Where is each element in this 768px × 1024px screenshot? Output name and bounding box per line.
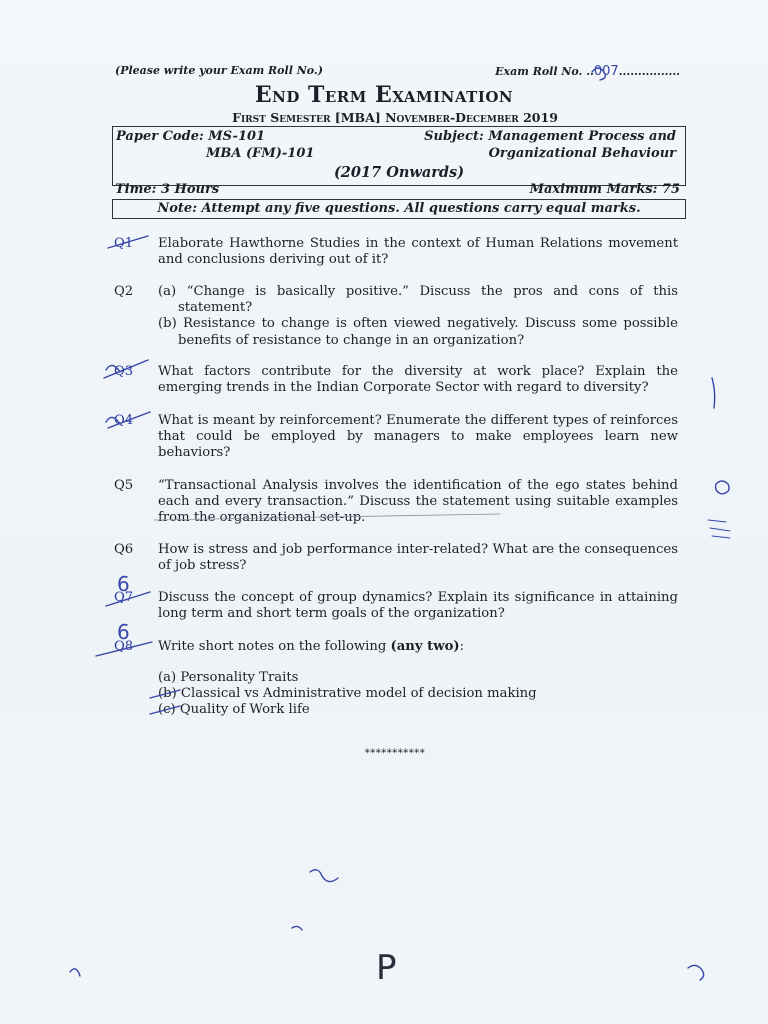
strike-note-c bbox=[150, 706, 180, 714]
question-part-a: (a) “Change is basically positive.” Discuss the pros and cons of this statement? bbox=[158, 284, 678, 316]
maximum-marks: Maximum Marks: 75 bbox=[529, 182, 680, 197]
subject-line-1: Subject: Management Process and bbox=[424, 129, 676, 144]
question-text-bold: (any two) bbox=[390, 639, 460, 654]
roll-value: 007 bbox=[593, 64, 619, 79]
side-mark-1 bbox=[712, 378, 715, 408]
scribble-3 bbox=[70, 969, 80, 976]
strike-q8 bbox=[96, 642, 152, 656]
roll-label: Exam Roll No. .. bbox=[495, 65, 594, 78]
question-part-b: (b) Resistance to change is often viewed negatively. Discuss some possible benefits of resistance to change in an organization? bbox=[158, 316, 678, 348]
semester-line: First Semester [MBA] November-December 2019 bbox=[232, 110, 558, 125]
handwritten-p: P bbox=[376, 948, 397, 988]
scribble-1 bbox=[310, 870, 338, 882]
end-stars: *********** bbox=[364, 748, 426, 759]
note-item-b: (b) Classical vs Administrative model of decision making bbox=[158, 686, 537, 701]
note-item-c: (c) Quality of Work life bbox=[158, 702, 310, 717]
strike-q4 bbox=[108, 412, 150, 428]
question-text: What is meant by reinforcement? Enumerate the different types of reinforces that could be employed by managers to make employees learn new behaviors? bbox=[158, 413, 678, 461]
scribble-4 bbox=[688, 965, 704, 980]
question-text: Elaborate Hawthorne Studies in the context of Human Relations movement and conclusions deriving out of it? bbox=[158, 236, 678, 268]
question-number: Q2 bbox=[114, 284, 134, 299]
side-scribbles bbox=[708, 520, 730, 538]
question-number: Q7 bbox=[114, 590, 134, 605]
strike-note-b bbox=[150, 690, 180, 698]
question-text: “Transactional Analysis involves the identification of the ego states behind each and every transaction.” Discuss the statement using suitable examples from the organizational set-up. bbox=[158, 478, 678, 526]
subject-line-2: Organizational Behaviour bbox=[488, 146, 676, 161]
strike-q1 bbox=[108, 236, 148, 248]
scribble-2 bbox=[292, 926, 302, 930]
margin-mark-q8: 6 bbox=[117, 620, 130, 644]
question-number: Q5 bbox=[114, 478, 134, 493]
note-item-a: (a) Personality Traits bbox=[158, 670, 299, 685]
question-text: Discuss the concept of group dynamics? Explain its significance in attaining long term and short term goals of the organization? bbox=[158, 590, 678, 622]
onwards-label: (2017 Onwards) bbox=[333, 164, 465, 181]
strike-q7 bbox=[106, 592, 150, 606]
underline-q5 bbox=[154, 514, 500, 520]
exam-title: End Term Examination bbox=[254, 82, 514, 108]
roll-instruction: (Please write your Exam Roll No.) bbox=[115, 64, 323, 77]
margin-mark-q7: 6 bbox=[117, 572, 130, 596]
circle-q3 bbox=[106, 365, 120, 372]
time-allowed: Time: 3 Hours bbox=[115, 182, 220, 197]
roll-scribble bbox=[592, 68, 605, 80]
question-number: Q3 bbox=[114, 364, 134, 379]
question-text: What factors contribute for the diversity at work place? Explain the emerging trends in the Indian Corporate Sector with regard to diversity? bbox=[158, 364, 678, 396]
question-number: Q8 bbox=[114, 639, 134, 654]
instruction-note: Note: Attempt any five questions. All questions carry equal marks. bbox=[112, 199, 686, 219]
side-mark-2 bbox=[716, 481, 730, 494]
question-number: Q6 bbox=[114, 542, 134, 557]
question-number: Q1 bbox=[114, 236, 134, 251]
question-number: Q4 bbox=[114, 413, 134, 428]
strike-q3 bbox=[104, 360, 148, 378]
question-text-prefix: Write short notes on the following bbox=[158, 639, 391, 654]
paper-code: Paper Code: MS-101 bbox=[116, 129, 266, 144]
circle-q4 bbox=[106, 417, 120, 424]
question-text-suffix: : bbox=[459, 639, 465, 654]
question-text: How is stress and job performance inter-related? What are the consequences of job stress? bbox=[158, 542, 678, 574]
paper-code-alt: MBA (FM)-101 bbox=[206, 146, 315, 161]
roll-dots: ................ bbox=[618, 65, 680, 78]
